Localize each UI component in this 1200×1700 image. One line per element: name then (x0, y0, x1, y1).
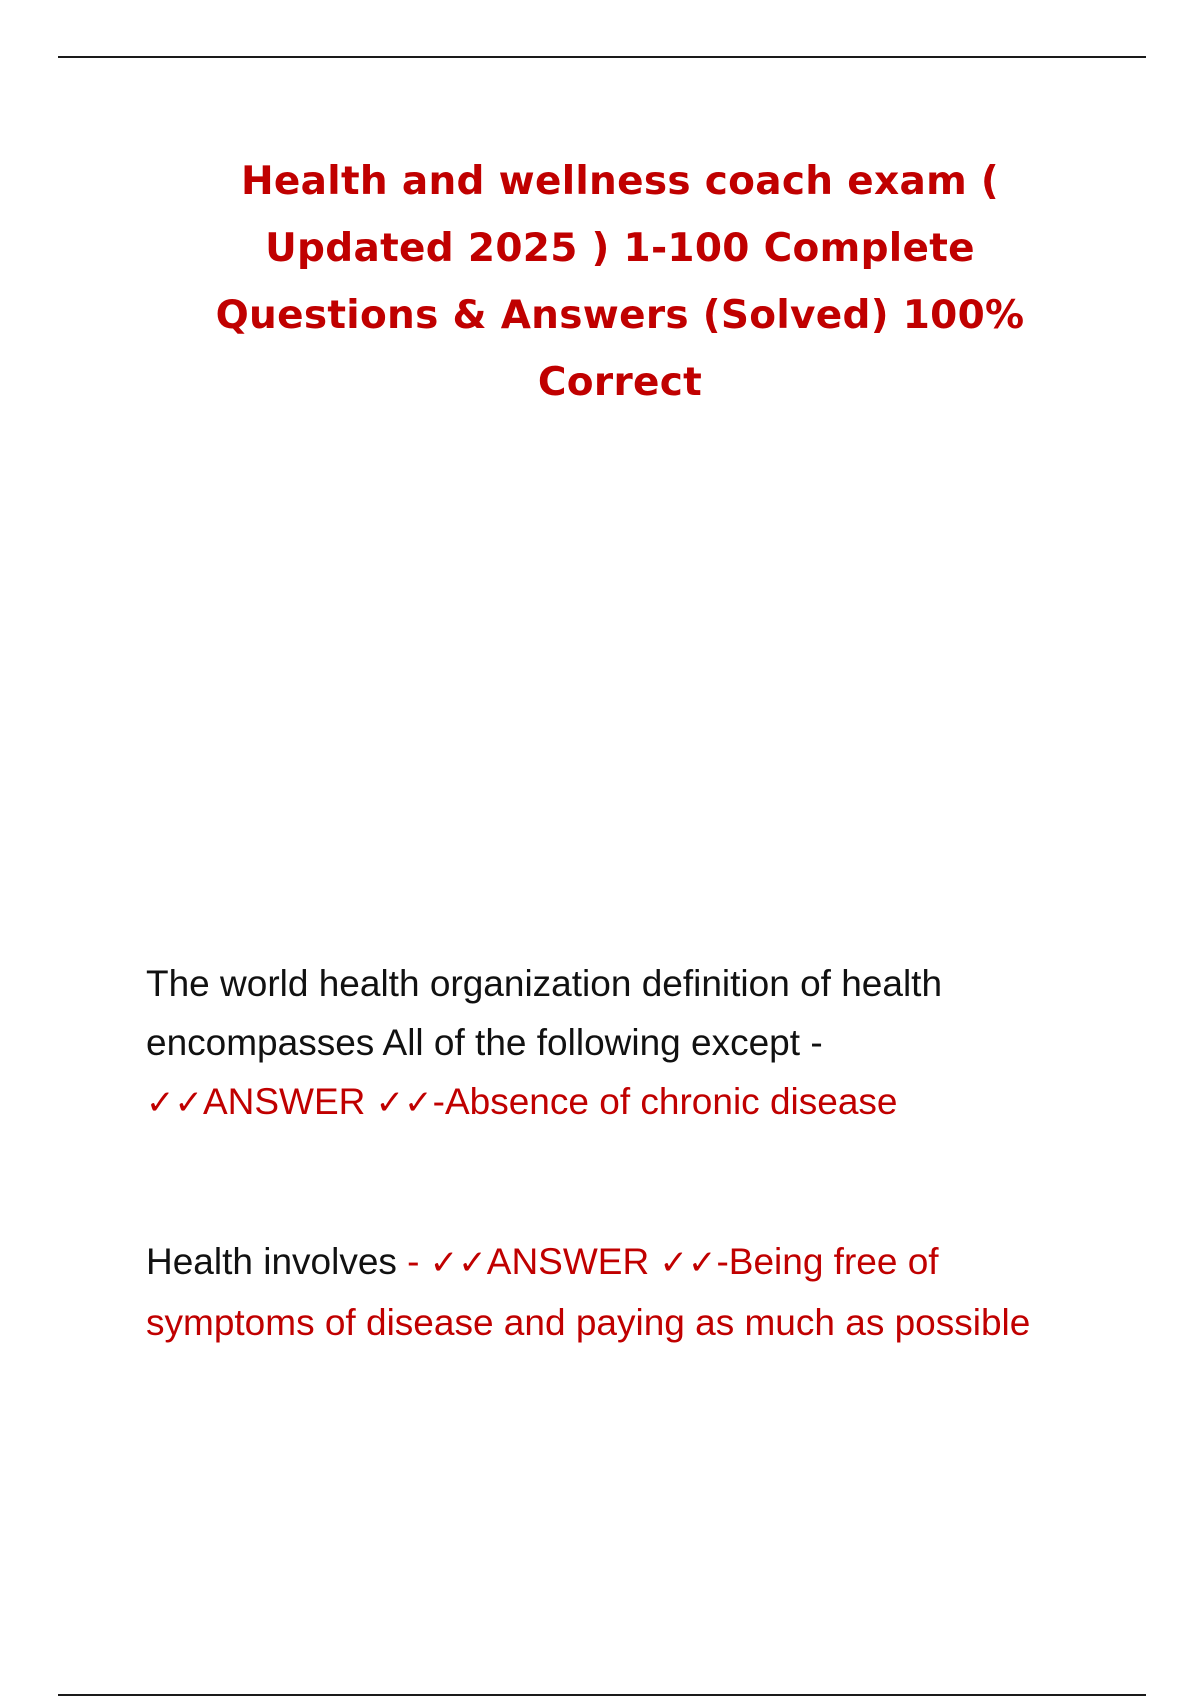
answer-text: -Being free of symptoms of disease and paying as much as possible (146, 1241, 1031, 1343)
bottom-divider (58, 1694, 1146, 1696)
qa-item (146, 954, 1086, 1133)
question-text: Health involves (146, 1241, 397, 1282)
answer-text: -Absence of chronic disease (432, 1081, 898, 1122)
answer-separator: - (396, 1241, 430, 1282)
answer-block (146, 1081, 897, 1122)
checkmark-icon: ✓✓ (146, 1083, 203, 1123)
qa-item (146, 1232, 1086, 1352)
top-divider (58, 56, 1146, 58)
checkmark-icon: ✓✓ (375, 1083, 433, 1123)
checkmark-icon: ✓✓ (659, 1243, 717, 1283)
question-text: The world health organization definition of health encompasses All of the following except - (146, 963, 943, 1063)
document-title: Health and wellness coach exam ( Updated 2025 ) 1-100 Complete Questions & Answers (Solved) 100% Correct (215, 159, 1025, 405)
answer-label: ANSWER (486, 1241, 650, 1282)
checkmark-icon: ✓✓ (429, 1243, 487, 1283)
answer-label: ANSWER (202, 1081, 366, 1122)
